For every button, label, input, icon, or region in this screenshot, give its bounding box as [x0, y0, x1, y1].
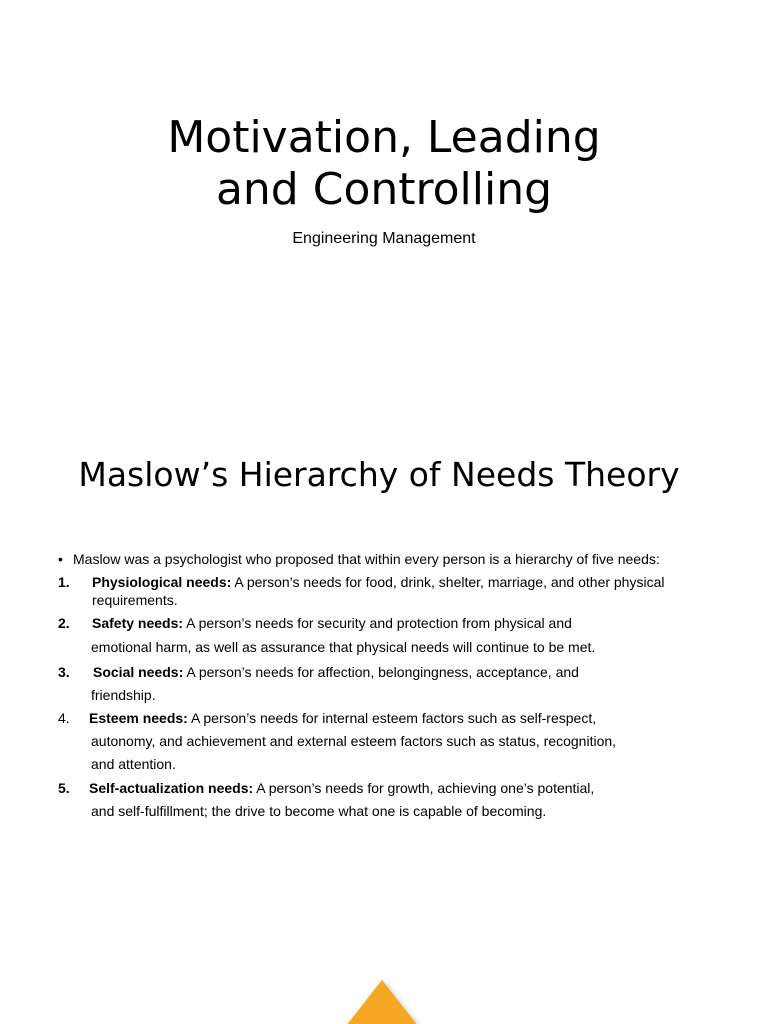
section-title: Maslow’s Hierarchy of Needs Theory [78, 455, 680, 494]
pyramid-graphic [340, 976, 424, 1024]
slide-title [0, 112, 768, 216]
need-line-2: and self-fulfillment; the drive to become what one is capable of becoming. [91, 803, 547, 819]
intro-text: Maslow was a psychologist who proposed that within every person is a hierarchy of five needs: [73, 551, 660, 567]
need-line-1 [58, 573, 708, 591]
need-desc: A person’s needs for food, drink, shelter, marriage, and other physical [231, 574, 665, 590]
need-line-2: autonomy, and achievement and external esteem factors such as status, recognition, [91, 733, 617, 749]
need-term: Social needs: [93, 664, 184, 680]
need-item-physiological [58, 573, 708, 609]
need-line-2: friendship. [91, 687, 156, 703]
need-term: Self-actualization needs: [89, 780, 254, 796]
slide-title-line-1: Motivation, Leading [167, 112, 601, 163]
need-line-1 [58, 777, 708, 800]
slide-subtitle: Engineering Management [292, 230, 476, 247]
need-item-esteem [58, 707, 708, 776]
need-number: 2. [58, 615, 70, 631]
need-term: Esteem needs: [89, 710, 188, 726]
need-term: Physiological needs: [92, 574, 232, 590]
intro-bullet-item [58, 550, 738, 568]
need-line-2: emotional harm, as well as assurance that physical needs will continue to be met. [91, 639, 596, 655]
need-number: 5. [58, 780, 70, 796]
need-desc: A person’s needs for growth, achieving one’s potential, [253, 780, 595, 796]
need-line-1 [58, 661, 708, 684]
need-item-safety [58, 614, 708, 659]
need-term: Safety needs: [92, 615, 184, 631]
need-number: 3. [58, 664, 70, 680]
need-item-social [58, 661, 708, 707]
need-number: 1. [58, 574, 70, 590]
need-desc: A person’s needs for affection, belongingness, acceptance, and [183, 664, 579, 680]
slide-title-line-2: and Controlling [215, 164, 553, 215]
pyramid-top-tier [346, 980, 418, 1024]
need-item-self-actualization [58, 777, 708, 823]
need-desc: A person’s needs for security and protection from physical and [183, 615, 572, 631]
need-line-1 [58, 707, 708, 730]
need-desc: A person’s needs for internal esteem factors such as self-respect, [187, 710, 597, 726]
bullet-icon: • [58, 551, 63, 567]
need-line-3: and attention. [91, 756, 176, 772]
need-line-1 [58, 611, 708, 635]
need-line-2: requirements. [92, 592, 178, 608]
need-number: 4. [58, 710, 70, 726]
